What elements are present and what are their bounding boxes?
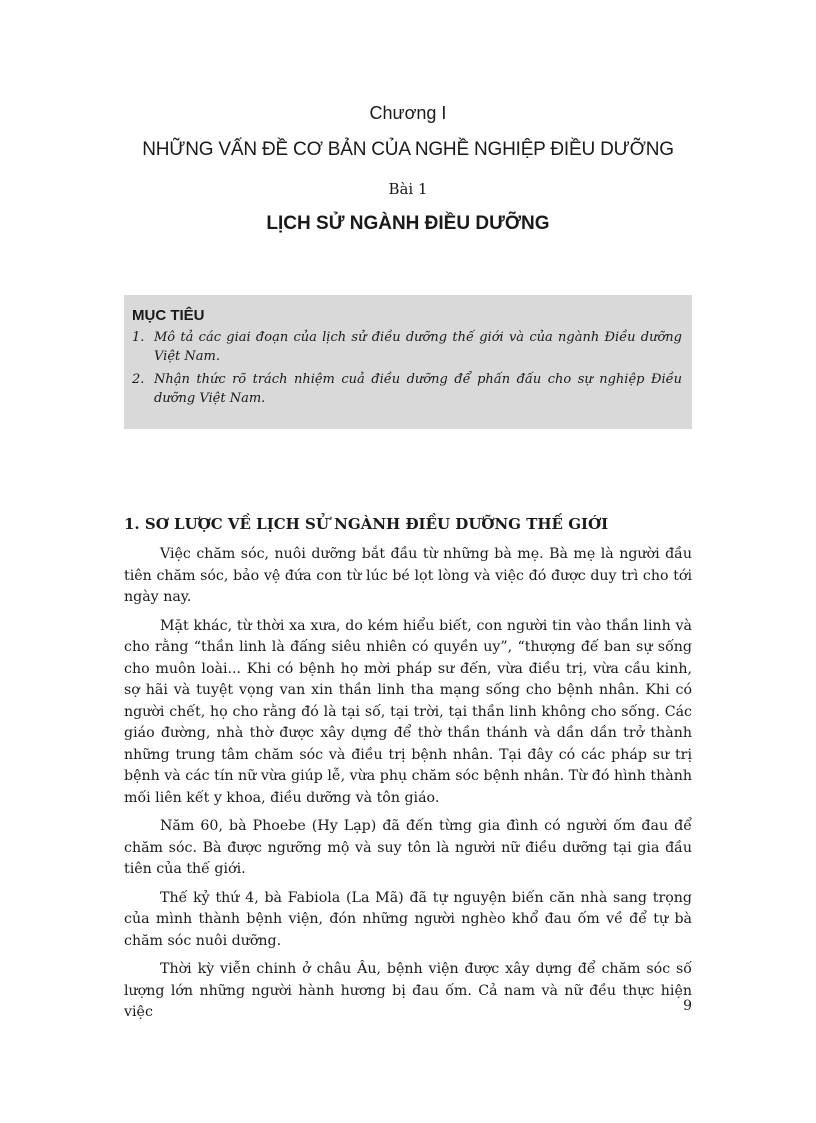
body-text bbox=[124, 544, 692, 1031]
objective-item bbox=[132, 370, 682, 408]
objectives-list bbox=[132, 328, 682, 408]
lesson-title: LỊCH SỬ NGÀNH ĐIỀU DƯỠNG bbox=[266, 213, 550, 234]
paragraph: Việc chăm sóc, nuôi dưỡng bắt đầu từ những bà mẹ. Bà mẹ là người đầu tiên chăm sóc, bảo vệ đứa con từ lúc bé lọt lòng và việc đó được duy trì cho tới ngày nay. bbox=[124, 546, 692, 605]
objective-item bbox=[132, 328, 682, 366]
lesson-label: Bài 1 bbox=[388, 180, 428, 198]
objective-text: Mô tả các giai đoạn của lịch sử điều dưỡng thế giới và của ngành Điều dưỡng Việt Nam. bbox=[154, 330, 682, 364]
paragraph: Mặt khác, từ thời xa xưa, do kém hiểu biết, con người tin vào thần linh và cho rằng “thần linh là đấng siêu nhiên có quyền uy”, “thượng đế ban sự sống cho muôn loài... Khi có bệnh họ mời pháp sư đến, vừa điều trị, vừa cầu kinh, sợ hãi và tuyệt vọng van xin thần linh tha mạng sống cho bệnh nhân. Khi có người chết, họ cho rằng đó là tại số, tại trời, tại thần linh không cho sống. Các giáo đường, nhà thờ được xây dựng để thờ thần thánh và dần dần trở thành những trung tâm chăm sóc và điều trị bệnh nhân. Tại đây có các pháp sư trị bệnh và các tín nữ vừa giúp lễ, vừa phụ chăm sóc bệnh nhân. Từ đó hình thành mối liên kết y khoa, điều dưỡng và tôn giáo. bbox=[124, 617, 692, 806]
chapter-title: NHỮNG VẤN ĐỀ CƠ BẢN CỦA NGHỀ NGHIỆP ĐIỀU DƯỠNG bbox=[142, 139, 674, 160]
section-heading: 1. SƠ LƯỢC VỀ LỊCH SỬ NGÀNH ĐIỀU DƯỠNG THẾ GIỚI bbox=[124, 515, 609, 533]
paragraph: Năm 60, bà Phoebe (Hy Lạp) đã đến từng gia đình có người ốm đau để chăm sóc. Bà được ngưỡng mộ và suy tôn là người nữ điều dưỡng tại gia đầu tiên của thế giới. bbox=[124, 818, 692, 877]
objectives-heading: MỤC TIÊU bbox=[132, 307, 205, 324]
objective-text: Nhận thức rõ trách nhiệm cuả điều dưỡng để phấn đấu cho sự nghiệp Điều dưỡng Việt Nam. bbox=[154, 372, 682, 406]
paragraph: Thời kỳ viễn chinh ở châu Âu, bệnh viện được xây dựng để chăm sóc số lượng lớn những người hành hương bị đau ốm. Cả nam và nữ đều thực hiện việc bbox=[124, 961, 692, 1020]
objectives-box bbox=[124, 295, 692, 429]
objective-number: 1. bbox=[132, 330, 145, 345]
objective-number: 2. bbox=[132, 372, 145, 387]
chapter-label: Chương I bbox=[369, 103, 447, 123]
page-number: 9 bbox=[683, 998, 692, 1014]
paragraph: Thế kỷ thứ 4, bà Fabiola (La Mã) đã tự nguyện biến căn nhà sang trọng của mình thành bệnh viện, đón những người nghèo khổ đau ốm về để tự bà chăm sóc nuôi dưỡng. bbox=[124, 889, 692, 949]
